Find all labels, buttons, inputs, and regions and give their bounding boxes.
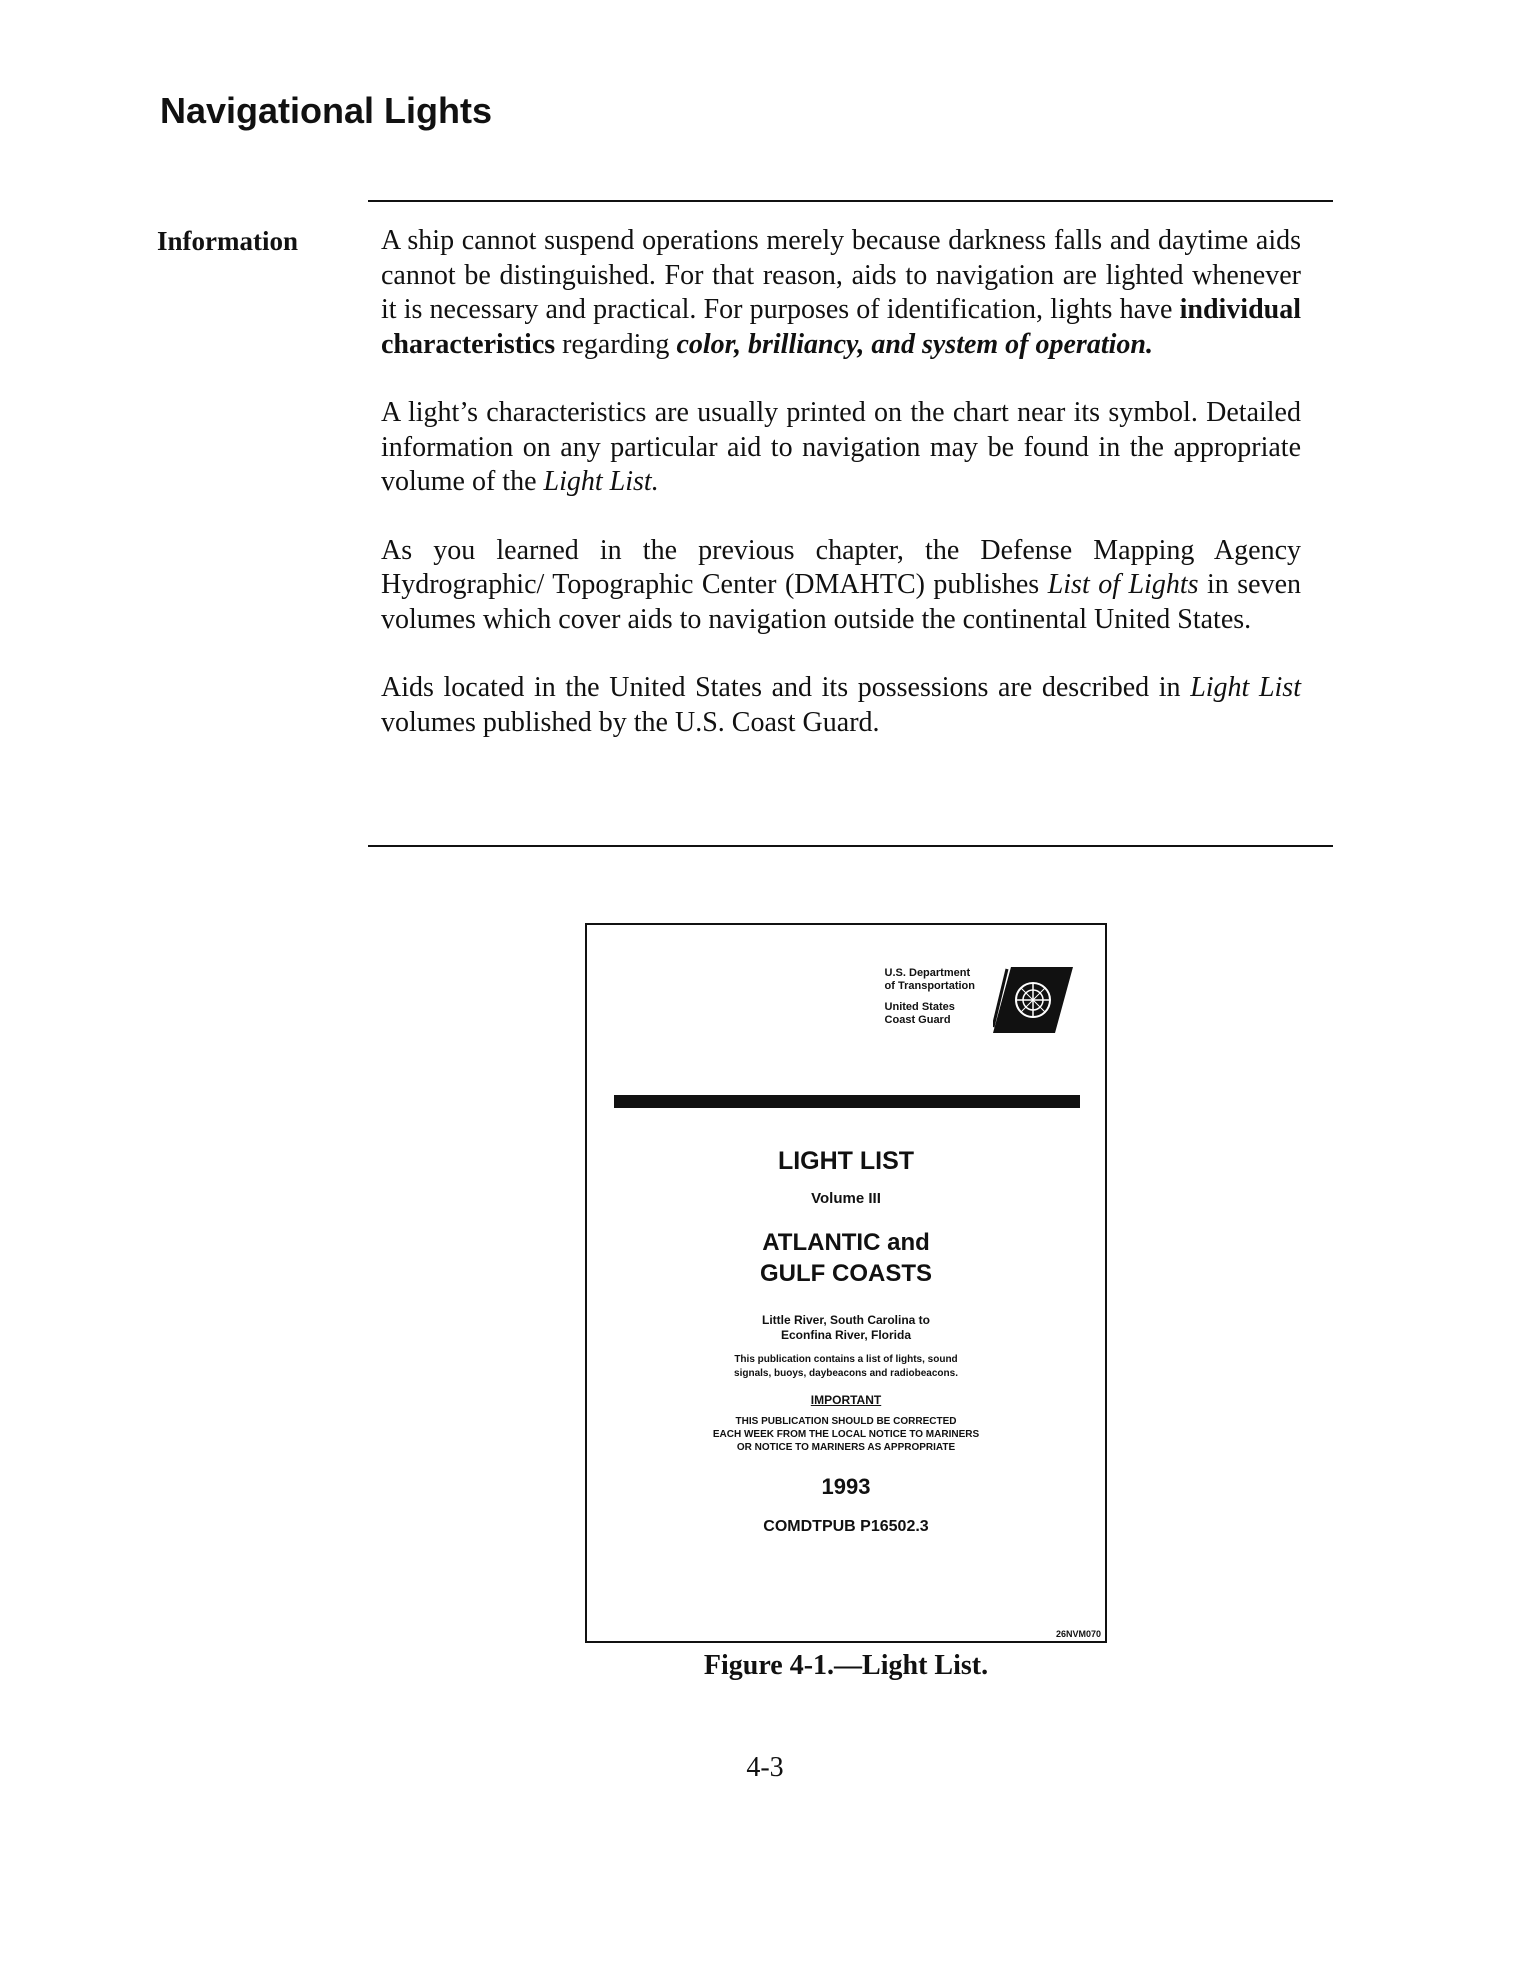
cover-notice-line: EACH WEEK FROM THE LOCAL NOTICE TO MARINERS — [712, 1429, 980, 1440]
cover-region-line: ATLANTIC and — [762, 1229, 930, 1256]
paragraph-1-text-b: regarding — [555, 328, 677, 360]
cover-notice-line: OR NOTICE TO MARINERS AS APPROPRIATE — [736, 1442, 956, 1453]
paragraph-4 — [381, 671, 1301, 740]
paragraph-4-text-b: volumes published by the U.S. Coast Guard. — [381, 706, 880, 738]
agency-line: United States — [884, 1001, 955, 1013]
cover-important: IMPORTANT — [810, 1393, 882, 1407]
cover-bar — [614, 1095, 1080, 1108]
cover-range-line: Little River, South Carolina to — [761, 1313, 931, 1327]
cover-title: LIGHT LIST — [777, 1147, 915, 1175]
cover-publication-number: COMDTPUB P16502.3 — [763, 1518, 929, 1535]
cover-year: 1993 — [821, 1474, 871, 1499]
page-title: Navigational Lights — [160, 90, 493, 131]
cover-notice-line: THIS PUBLICATION SHOULD BE CORRECTED — [735, 1416, 957, 1427]
figure-caption: Figure 4-1.—Light List. — [703, 1650, 989, 1681]
paragraph-1-bold: individual characteristics — [381, 294, 1301, 360]
paragraph-2-italic: Light List. — [543, 466, 659, 497]
agency-block — [885, 967, 975, 1027]
paragraph-4-text-a: Aids located in the United States and its possessions are described in — [381, 672, 1191, 703]
paragraph-1-text-a: A ship cannot suspend operations merely because darkness falls and daytime aids cannot be distinguished. For that reason, aids to navigation are lighted whenever it is necessary and practical. For purposes of identification, lights have — [381, 225, 1301, 325]
cover-contents-line: signals, buoys, daybeacons and radiobeacons. — [734, 1368, 958, 1379]
cover-contents-line: This publication contains a list of lights, sound — [734, 1354, 958, 1365]
paragraph-1 — [381, 224, 1301, 362]
agency-line: of Transportation — [884, 980, 975, 992]
cover-range-line: Econfina River, Florida — [780, 1328, 912, 1342]
top-divider — [368, 200, 1333, 202]
cover-region-line: GULF COASTS — [760, 1260, 932, 1287]
cover-range — [587, 1313, 1105, 1343]
cover-contents — [587, 1353, 1105, 1381]
paragraph-2 — [381, 396, 1301, 500]
paragraph-3 — [381, 534, 1301, 638]
bottom-divider — [368, 845, 1333, 847]
agency-line: Coast Guard — [884, 1014, 951, 1026]
cover-content — [587, 1147, 1105, 1536]
page-number: 4-3 — [746, 1752, 784, 1783]
figure-id: 26NVM070 — [1055, 1629, 1101, 1639]
cover-notice — [587, 1415, 1105, 1454]
cover-volume: Volume III — [811, 1190, 881, 1207]
cover-region — [587, 1227, 1105, 1289]
paragraph-1-bold-italic: color, brilliancy, and system of operation. — [676, 328, 1153, 360]
section-label: Information — [157, 226, 298, 256]
paragraph-4-italic: Light List — [1190, 672, 1301, 703]
paragraph-3-italic: List of Lights — [1047, 569, 1199, 600]
coast-guard-emblem-icon — [993, 967, 1073, 1033]
paragraph-2-text: A light’s characteristics are usually printed on the chart near its symbol. Detailed information on any particular aid to navigation may be found in the appropriate volume of the — [381, 397, 1301, 497]
light-list-cover-figure — [585, 923, 1107, 1643]
paragraph-3-text-b: in seven volumes which cover aids to navigation outside the continental United States. — [381, 569, 1301, 635]
paragraph-3-text-a: As you learned in the previous chapter, the Defense Mapping Agency Hydrographic/ Topographic Center (DMAHTC) publishes — [381, 534, 1301, 600]
body-text — [381, 224, 1301, 740]
agency-line: U.S. Department — [884, 967, 971, 979]
